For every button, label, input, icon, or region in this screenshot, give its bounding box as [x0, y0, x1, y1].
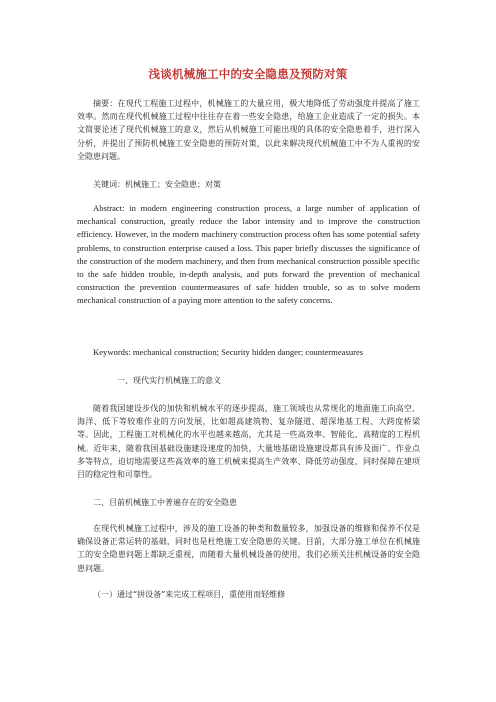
keywords-en: Keywords: mechanical construction; Security hidden danger; countermeasures: [93, 347, 364, 357]
paper-title: 浅谈机械施工中的安全隐患及预防对策: [148, 67, 348, 81]
section2-body: 在现代机械施工过程中，涉及的施工设备的种类和数量较多，加强设备的维修和保养不仅是确保设备正常运转的基础，同时也是杜绝施工安全隐患的关键。目前，大部分施工单位在机械施工的安全隐患问题上都缺乏重视，而随着大量机械设备的使用，我们必须关注机械设备的安全隐患问题。: [77, 524, 420, 573]
keywords-cn: 关键词：机械施工；安全隐患；对策: [93, 180, 221, 189]
subsection1-heading: （一）通过“拼设备”来完成工程项目，重使用而轻维修: [93, 590, 286, 599]
section1-body: 随着我国建设步伐的加快和机械水平的逐步提高，施工领域也从常规化的地面施工向高空、海洋、低下等较难作业的方向发展，比如超高建筑物、复杂隧道、超深地基工程、大跨度桥梁等。因此，工程施工对机械化的水平也越来越高，尤其是一些高效率、智能化、高精度的工程机械。近年来，随着我国基础设施建设速度的加快，大量地基础设施建设都具有涉及面广、作业点多等特点，迫切地需要这些高效率的施工机械来提高生产效率、降低劳动强度，同时保障在建项目的稳定性和可靠性。: [77, 404, 420, 480]
abstract-en: Abstract: in modern engineering construction process, a large number of application of mechanical construction, greatly reduce the labor intensity and to improve the construction efficiency. However, in the modern machinery construction process often has some potential safety problems, to construction enterprise caused a loss. This paper briefly discusses the significance of the construction of the modern machinery, and then from mechanical construction possible specific to the safe hidden trouble, in-depth analysis, and puts forward the prevention of mechanical construction the prevention countermeasures of safe hidden trouble, so as to solve modern mechanical construction of a paying more attention to the safety concerns.: [77, 203, 420, 306]
abstract-cn: 摘要：在现代工程施工过程中，机械施工的大量应用，极大地降低了劳动强度并提高了施工效率。然而在现代机械施工过程中往往存在着一些安全隐患，给施工企业造成了一定的损失。本文简要论述了现代机械施工的意义，然后从机械施工可能出现的具体的安全隐患着手，进行深入分析，并提出了预防机械施工安全隐患的预防对策，以此来解决现代机械施工中不为人重视的安全隐患问题。: [77, 99, 420, 161]
section1-heading: 一、现代实行机械施工的意义: [117, 376, 221, 385]
section2-heading: 二、目前机械施工中普遍存在的安全隐患: [93, 498, 237, 507]
